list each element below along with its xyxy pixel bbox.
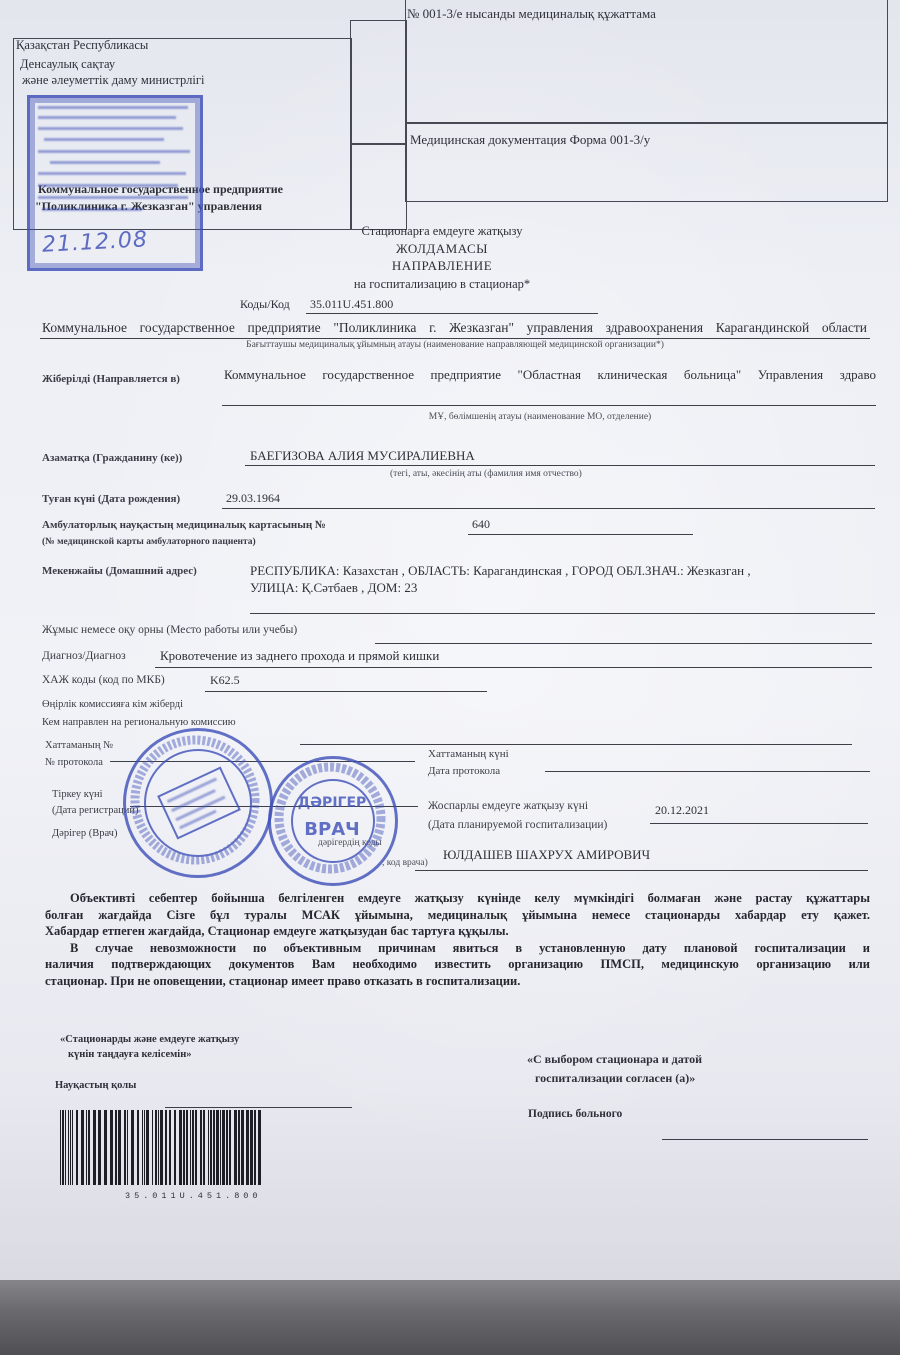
citizen-value: БАЕГИЗОВА АЛИЯ МУСИРАЛИЕВНА	[250, 448, 475, 463]
round-stamp-left	[123, 728, 273, 878]
barcode-bar	[76, 1110, 78, 1185]
notice-line-ru: В случае невозможности по объективным причинам явиться в установленную дату плановой госпитализации и	[70, 940, 870, 955]
barcode-bar	[137, 1110, 139, 1185]
barcode-bar	[93, 1110, 96, 1185]
birth-date-value: 29.03.1964	[226, 491, 280, 505]
registration-date-label-ru: (Дата регистрации)	[52, 805, 139, 816]
card-number-label: Амбулаторлық науқастың медициналық картасының №	[42, 519, 326, 531]
protocol-date-label-kk: Хаттаманың күні	[428, 748, 509, 760]
ministry-line: Денсаулық сақтау	[20, 57, 116, 71]
barcode-bar	[220, 1110, 221, 1185]
signature-label-ru: Подпись больного	[528, 1108, 623, 1120]
barcode-bar	[226, 1110, 228, 1185]
protocol-number-label-ru: № протокола	[45, 757, 103, 768]
icd-code-value: K62.5	[210, 673, 240, 687]
diagnosis-label: Диагноз/Диагноз	[42, 650, 126, 662]
birth-date-underline	[222, 508, 875, 509]
barcode-bar	[210, 1110, 212, 1185]
round-stamp-doctor	[268, 756, 398, 886]
barcode-bar	[216, 1110, 219, 1185]
barcode-bar	[68, 1110, 69, 1185]
planned-date-underline	[650, 823, 868, 824]
header-middle-cell-bottom	[350, 143, 407, 230]
icd-code-label: ХАЖ коды (код по МКБ)	[42, 674, 165, 686]
sent-to-underline	[222, 405, 876, 406]
birth-date-label: Туған күні (Дата рождения)	[42, 493, 181, 505]
referring-org-caption: Бағыттаушы медициналық ұйымның атауы (наименование направляющей медицинской организации*)	[246, 340, 664, 350]
address-label: Мекенжайы (Домашний адрес)	[42, 565, 197, 577]
stamp-doctor-word-kk: ДӘРІГЕР	[297, 795, 367, 811]
title-ru-sub: на госпитализацию в стационар*	[353, 277, 531, 291]
form-number-ru: Медицинская документация Форма 001-3/у	[410, 132, 651, 147]
diagnosis-underline	[155, 667, 872, 668]
citizen-underline	[245, 465, 875, 466]
barcode-bar	[144, 1110, 145, 1185]
sent-to-label: Жіберілді (Направляется в)	[42, 373, 180, 385]
consent-ru-line2: госпитализации согласен (а)»	[535, 1071, 696, 1085]
barcode-bar	[104, 1110, 107, 1185]
barcode-bar	[200, 1110, 202, 1185]
barcode-bar	[174, 1110, 176, 1185]
barcode-bar	[234, 1110, 237, 1185]
citizen-label: Азаматқа (Гражданину (ке))	[42, 452, 183, 464]
stamp-text-blur	[50, 161, 160, 164]
code-value: 35.011U.451.800	[310, 297, 394, 311]
notice-line-ru: стационар. При не оповещении, стационар имеет право отказать в госпитализации.	[45, 973, 521, 988]
stamp-text-blur	[38, 196, 188, 199]
signature-line-ru	[662, 1139, 868, 1140]
barcode-bar	[229, 1110, 231, 1185]
commission-label-ru: Кем направлен на региональную комиссию	[42, 717, 236, 728]
protocol-number-label-kk: Хаттаманың №	[45, 740, 114, 751]
notice-line-ru: наличия подтверждающих документов Вам необходимо известить организацию ПМСП, медицинскую организацию или	[45, 957, 870, 971]
code-underline	[306, 313, 598, 314]
stamp-text-blur	[38, 172, 186, 175]
barcode-bar	[142, 1110, 143, 1185]
planned-date-label-ru: (Дата планируемой госпитализации)	[428, 819, 608, 831]
stamp-text-blur	[38, 116, 176, 119]
doctor-underline	[415, 870, 868, 871]
stamp-text-blur	[38, 150, 190, 153]
barcode-bar	[60, 1110, 61, 1185]
barcode-bar	[246, 1110, 249, 1185]
doctor-caption-ru: , код врача)	[382, 858, 428, 868]
planned-date-value: 20.12.2021	[655, 803, 709, 817]
square-stamp	[27, 95, 203, 271]
notice-line-kk: Хабардар етпеген жағдайда, Стационар емдеуге жатқызудан бас тартуға құқылы.	[45, 924, 509, 938]
barcode-bar	[160, 1110, 163, 1185]
commission-label-kk: Өңірлік комиссияға кім жіберді	[42, 699, 184, 710]
barcode-bar	[65, 1110, 66, 1185]
notice-paragraph	[45, 890, 870, 989]
title-ru-main: НАПРАВЛЕНИЕ	[391, 258, 493, 273]
barcode-bar	[70, 1110, 71, 1185]
barcode-bar	[186, 1110, 188, 1185]
card-number-value: 640	[472, 517, 490, 531]
barcode-bar	[222, 1110, 225, 1185]
workplace-label: Жұмыс немесе оқу орны (Место работы или учебы)	[42, 624, 298, 636]
barcode-bar	[190, 1110, 191, 1185]
protocol-date-label-ru: Дата протокола	[428, 765, 501, 777]
barcode-bar	[169, 1110, 171, 1185]
protocol-date-underline	[545, 771, 870, 772]
ministry-line: және әлеуметтік даму министрлігі	[22, 73, 205, 87]
barcode	[60, 1110, 265, 1185]
stamp-text-blur	[38, 184, 178, 187]
address-line1: РЕСПУБЛИКА: Казахстан , ОБЛАСТЬ: Карагандинская , ГОРОД ОБЛ.ЗНАЧ.: Жезказган ,	[250, 563, 751, 578]
address-underline	[250, 613, 875, 614]
stamp-text-blur	[38, 127, 183, 130]
card-number-sublabel: (№ медицинской карты амбулаторного пациента)	[42, 537, 256, 547]
card-number-underline	[468, 534, 693, 535]
org-line: "Поликлиника г. Жезказган" управления	[35, 199, 262, 213]
doctor-caption-kk: дәрігердің коды	[318, 838, 382, 848]
title-kk-main: ЖОЛДАМАСЫ	[396, 241, 488, 256]
barcode-bar	[254, 1110, 256, 1185]
barcode-bar	[155, 1110, 157, 1185]
referring-org-value: Коммунальное государственное предприятие "Поликлиника г. Жезказган" управления здравоохранения Карагандинской области	[42, 320, 867, 335]
workplace-underline	[375, 643, 872, 644]
barcode-bar	[213, 1110, 215, 1185]
barcode-bar	[208, 1110, 209, 1185]
barcode-bar	[238, 1110, 240, 1185]
citizen-caption: (тегі, аты, әкесінің аты (фамилия имя отчество)	[390, 469, 582, 479]
notice-line-kk: болған жағдайда Сізге бұл туралы МСАК ұйымына, медициналық ұйымына немесе стационарды хабардар ету қажет.	[45, 907, 870, 922]
diagnosis-value: Кровотечение из заднего прохода и прямой кишки	[160, 648, 440, 663]
barcode-bar	[241, 1110, 244, 1185]
barcode-bar	[98, 1110, 101, 1185]
planned-date-label-kk: Жоспарлы емдеуге жатқызу күні	[428, 800, 589, 812]
registration-date-label-kk: Тіркеу күні	[52, 789, 103, 800]
code-label: Коды/Код	[240, 297, 290, 311]
stamp-handwritten-date: 21.12.08	[41, 227, 149, 258]
doctor-value: ЮЛДАШЕВ ШАХРУХ АМИРОВИЧ	[443, 847, 651, 862]
barcode-bar	[250, 1110, 253, 1185]
barcode-bar	[195, 1110, 197, 1185]
barcode-bar	[183, 1110, 185, 1185]
referring-org-underline	[40, 338, 870, 339]
doctor-label: Дәрігер (Врач)	[52, 828, 118, 839]
barcode-bar	[165, 1110, 167, 1185]
barcode-bar	[179, 1110, 182, 1185]
barcode-bar	[110, 1110, 113, 1185]
barcode-bar	[88, 1110, 90, 1185]
stamp-text-blur	[42, 208, 142, 211]
barcode-bar	[192, 1110, 194, 1185]
sent-to-caption: МҰ, бөлімшенің атауы (наименование МО, отделение)	[428, 412, 652, 422]
commission-underline	[300, 744, 852, 745]
barcode-bar	[158, 1110, 159, 1185]
title-kk: Стационарға емдеуге жатқызу	[361, 224, 523, 238]
barcode-bar	[203, 1110, 205, 1185]
signature-label-kk: Науқастың қолы	[55, 1080, 137, 1091]
barcode-bar	[86, 1110, 87, 1185]
notice-line-kk: Объективті себептер бойынша белгіленген емдеуге жатқызу күнінде келу мүмкіндігі болмаған және растау құжаттары	[70, 891, 870, 905]
barcode-bar	[72, 1110, 73, 1185]
stamp-doctor-word-ru: ВРАЧ	[304, 819, 360, 840]
barcode-bar	[124, 1110, 126, 1185]
consent-kk-line2: күнін таңдауға келісемін»	[68, 1049, 192, 1060]
barcode-bar	[127, 1110, 128, 1185]
barcode-bar	[115, 1110, 117, 1185]
form-number-kk: № 001-3/е нысанды медициналық құжаттама	[407, 6, 656, 21]
barcode-bar	[152, 1110, 153, 1185]
barcode-bar	[131, 1110, 134, 1185]
stamp-text-blur	[38, 106, 188, 109]
barcode-bar	[118, 1110, 121, 1185]
address-line2: УЛИЦА: Қ.Сәтбаев , ДОМ: 23	[250, 580, 418, 595]
background-surface	[0, 1280, 900, 1355]
sent-to-value: Коммунальное государственное предприятие "Областная клиническая больница" Управления здраво	[224, 368, 876, 382]
ministry-line: Қазақстан Республикасы	[16, 38, 149, 52]
icd-code-underline	[205, 691, 487, 692]
barcode-bar	[81, 1110, 84, 1185]
header-middle-cell-top	[350, 20, 407, 145]
barcode-bar	[146, 1110, 149, 1185]
consent-kk-line1: «Стационарды және емдеуге жатқызу	[60, 1034, 240, 1045]
barcode-number: 35.011U.451.800	[125, 1191, 262, 1201]
stamp-text-blur	[44, 138, 164, 141]
barcode-bar	[62, 1110, 64, 1185]
barcode-bar	[258, 1110, 261, 1185]
org-line: Коммунальное государственное предприятие	[38, 182, 284, 196]
consent-ru-line1: «С выбором стационара и датой	[527, 1052, 703, 1066]
signature-line-kk	[165, 1107, 352, 1108]
